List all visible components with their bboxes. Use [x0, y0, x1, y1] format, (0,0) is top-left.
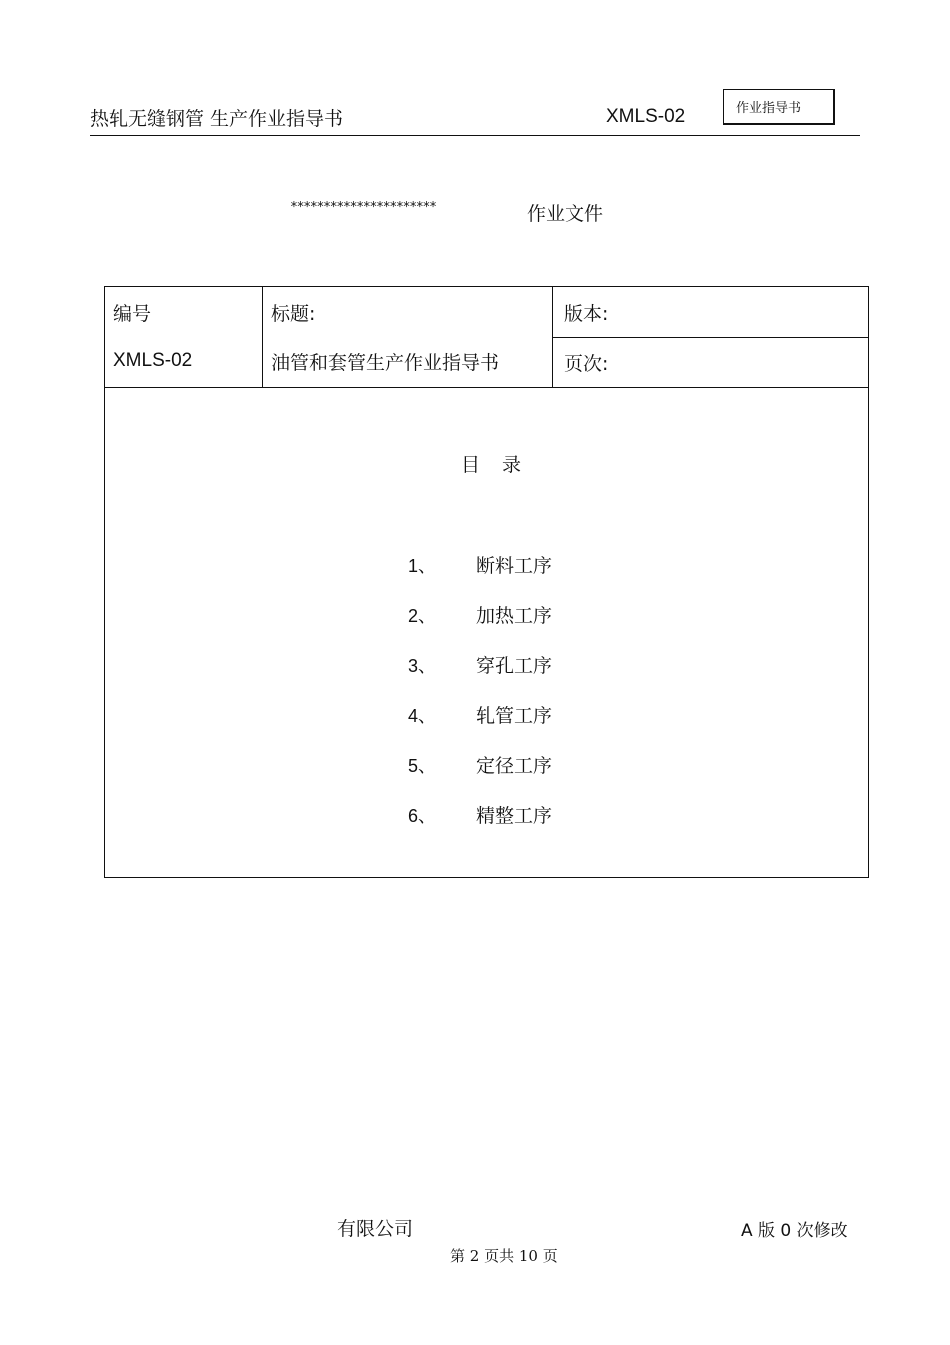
- toc-item-label: 精整工序: [476, 805, 553, 827]
- footer-company: 有限公司: [337, 1218, 414, 1240]
- company-placeholder-stars: **********************: [290, 200, 436, 215]
- toc-item-number: 6、: [408, 806, 437, 826]
- document-type-box: 作业指导书: [723, 89, 835, 125]
- table-divider: [262, 287, 263, 387]
- toc-item: [408, 702, 436, 728]
- toc-item-label: 轧管工序: [476, 705, 553, 727]
- footer-revision: A 版 0 次修改: [741, 1221, 848, 1241]
- toc-title: 目 录: [461, 454, 530, 476]
- info-table: [104, 286, 869, 878]
- document-type-label: 作业文件: [527, 203, 604, 225]
- title-value: 油管和套管生产作业指导书: [271, 352, 500, 374]
- toc-item: [408, 652, 436, 678]
- toc-item: [408, 752, 436, 778]
- number-value: XMLS-02: [113, 350, 193, 371]
- title-label: 标题:: [271, 303, 316, 325]
- toc-item-number: 4、: [408, 706, 437, 726]
- toc-item-label: 加热工序: [476, 605, 553, 627]
- toc-item: [408, 552, 436, 578]
- toc-item-number: 3、: [408, 656, 437, 676]
- number-label: 编号: [113, 303, 152, 325]
- toc-item: [408, 802, 436, 828]
- toc-item-label: 定径工序: [476, 755, 553, 777]
- page-label: 页次:: [564, 353, 609, 375]
- toc-item-label: 穿孔工序: [476, 655, 553, 677]
- toc-item-number: 1、: [408, 556, 437, 576]
- table-divider: [105, 387, 868, 388]
- version-label: 版本:: [564, 303, 609, 325]
- toc-item-label: 断料工序: [476, 555, 553, 577]
- document-code: XMLS-02: [606, 106, 686, 127]
- footer-page-info: 第 2 页共 10 页: [450, 1247, 558, 1265]
- table-divider: [552, 337, 868, 338]
- toc-item-number: 2、: [408, 606, 437, 626]
- toc-item-number: 5、: [408, 756, 437, 776]
- toc-item: [408, 602, 436, 628]
- header-divider: [90, 135, 860, 136]
- document-header-title: 热轧无缝钢管 生产作业指导书: [90, 108, 344, 130]
